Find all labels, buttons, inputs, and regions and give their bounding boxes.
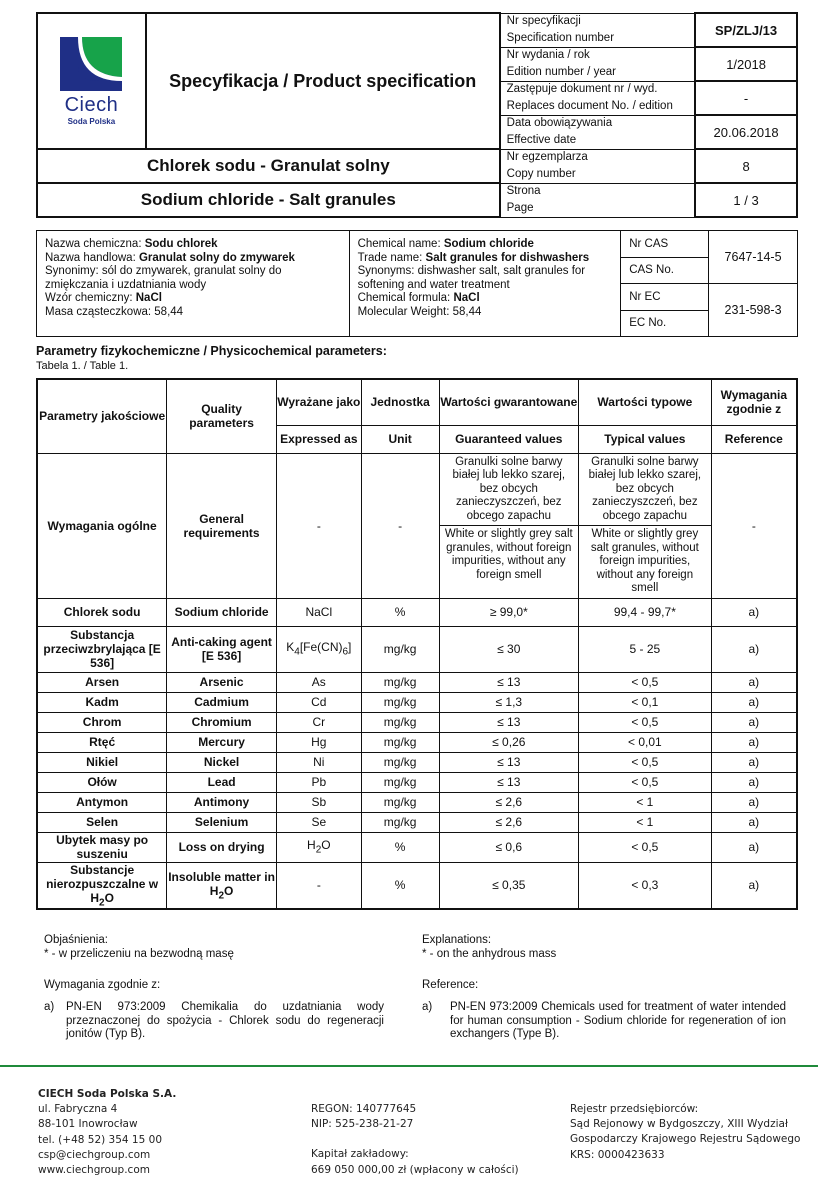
explanations-pl: * - w przeliczeniu na bezwodną masę	[44, 948, 234, 960]
replaces-value: -	[695, 81, 797, 115]
param-expressed-as: Cr	[276, 712, 361, 732]
spec-number-label-pl: Nr specyfikacji	[500, 13, 696, 30]
header-expressed-pl: Wyrażane jako	[276, 379, 361, 425]
param-unit: mg/kg	[361, 712, 439, 732]
explanations-en: * - on the anhydrous mass	[422, 948, 557, 960]
chem-name-label-pl: Nazwa chemiczna:	[45, 238, 145, 250]
param-guaranteed-value: ≤ 2,6	[439, 812, 579, 832]
formula-label-pl: Wzór chemiczny:	[45, 292, 136, 304]
ec-value: 231-598-3	[709, 284, 798, 337]
general-req-unit: -	[361, 453, 439, 598]
header-guaranteed-pl: Wartości gwarantowane	[439, 379, 579, 425]
param-name-pl: Chlorek sodu	[37, 598, 167, 626]
general-req-ref: -	[711, 453, 797, 598]
page-label-en: Page	[500, 200, 696, 217]
chem-info-en	[349, 231, 621, 337]
synonyms-en: Synonyms: dishwasher salt, salt granules for softening and water treatment	[357, 265, 586, 291]
table-row	[37, 672, 797, 692]
param-unit: mg/kg	[361, 812, 439, 832]
document-title: Specyfikacja / Product specification	[146, 13, 500, 149]
ec-label-pl: Nr EC	[621, 284, 709, 311]
param-guaranteed-value: ≤ 13	[439, 672, 579, 692]
param-unit: %	[361, 862, 439, 909]
effective-date-label-en: Effective date	[500, 132, 696, 149]
page-label-pl: Strona	[500, 183, 696, 200]
param-name-pl: Substancje nierozpuszczalne w $H_2O$	[37, 862, 167, 909]
general-desc-en-typical: White or slightly grey salt granules, without foreign impurities, without any foreign smell	[579, 526, 712, 599]
table-row	[37, 862, 797, 909]
param-typical-value: < 1	[579, 812, 712, 832]
reference-marker-pl: a)	[44, 1001, 55, 1013]
param-reference: a)	[711, 772, 797, 792]
param-name-en: Arsenic	[167, 672, 277, 692]
molecular-mass-pl: Masa cząsteczkowa: 58,44	[45, 305, 184, 318]
param-guaranteed-value: ≤ 13	[439, 772, 579, 792]
chem-name-pl: Sodu chlorek	[144, 238, 218, 250]
param-name-en: Nickel	[167, 752, 277, 772]
footer-capital: 669 050 000,00 zł (wpłacony w całości)	[311, 1163, 519, 1176]
param-typical-value: < 1	[579, 792, 712, 812]
param-expressed-as: $H_2O$	[276, 832, 361, 862]
param-typical-value: 99,4 - 99,7*	[579, 598, 712, 626]
param-reference: a)	[711, 732, 797, 752]
param-name-pl: Ołów	[37, 772, 167, 792]
footer-registry-block	[311, 1102, 519, 1178]
footer-register-label: Rejestr przedsiębiorców:	[570, 1103, 699, 1115]
param-unit: mg/kg	[361, 792, 439, 812]
chem-name-label-en: Chemical name:	[357, 238, 444, 250]
footer-capital-label: Kapitał zakładowy:	[311, 1148, 409, 1161]
param-guaranteed-value: ≥ 99,0*	[439, 598, 579, 626]
header-reference-en: Reference	[711, 425, 797, 453]
param-expressed-as: As	[276, 672, 361, 692]
param-unit: %	[361, 832, 439, 862]
replaces-label-pl: Zastępuje dokument nr / wyd.	[500, 81, 696, 98]
param-expressed-as: NaCl	[276, 598, 361, 626]
param-unit: %	[361, 598, 439, 626]
chem-name-en: Sodium chloride	[443, 238, 534, 250]
spec-number-value: SP/ZLJ/13	[695, 13, 797, 47]
spec-number-label-en: Specification number	[500, 30, 696, 47]
footer-company-block	[38, 1087, 176, 1178]
footer-phone: tel. (+48 52) 354 15 00	[38, 1133, 162, 1146]
reference-text-pl: PN-EN 973:2009 Chemikalia do uzdatniania wody przeznaczonej do spożycia - Chlorek sodu do regeneracji jonitów (Typ B).	[66, 1001, 384, 1040]
param-typical-value: < 0,1	[579, 692, 712, 712]
param-guaranteed-value: ≤ 0,35	[439, 862, 579, 909]
header-unit-en: Unit	[361, 425, 439, 453]
param-typical-value: < 0,01	[579, 732, 712, 752]
param-expressed-as: Se	[276, 812, 361, 832]
param-unit: mg/kg	[361, 672, 439, 692]
param-name-en: Chromium	[167, 712, 277, 732]
reference-text-en: PN-EN 973:2009 Chemicals used for treatment of water intended for human consumption - Sodium chloride for regeneration of ion exchangers (Type B).	[450, 1001, 786, 1040]
header-reference-pl: Wymagania zgodnie z	[711, 379, 797, 425]
param-expressed-as: Sb	[276, 792, 361, 812]
param-reference: a)	[711, 692, 797, 712]
footer-city: 88-101 Inowrocław	[38, 1118, 138, 1131]
param-reference: a)	[711, 626, 797, 672]
param-reference: a)	[711, 862, 797, 909]
copy-number-value: 8	[695, 149, 797, 183]
table-row	[37, 626, 797, 672]
param-reference: a)	[711, 752, 797, 772]
params-subtitle: Tabela 1. / Table 1.	[36, 360, 129, 372]
footer-divider	[0, 1065, 818, 1067]
param-expressed-as: Pb	[276, 772, 361, 792]
footer-email[interactable]: csp@ciechgroup.com	[38, 1148, 151, 1161]
page-value: 1 / 3	[695, 183, 797, 217]
footer-regon: REGON: 140777645	[311, 1103, 417, 1115]
param-name-en: Antimony	[167, 792, 277, 812]
param-reference: a)	[711, 712, 797, 732]
param-guaranteed-value: ≤ 0,6	[439, 832, 579, 862]
param-unit: mg/kg	[361, 692, 439, 712]
param-name-pl: Selen	[37, 812, 167, 832]
header-expressed-en: Expressed as	[276, 425, 361, 453]
param-guaranteed-value: ≤ 30	[439, 626, 579, 672]
param-expressed-as: $K_4[Fe(CN)_6]$	[276, 626, 361, 672]
table-row	[37, 772, 797, 792]
parameters-table	[36, 378, 798, 910]
general-req-pl: Wymagania ogólne	[37, 453, 167, 598]
param-name-en: Lead	[167, 772, 277, 792]
copy-number-label-pl: Nr egzemplarza	[500, 149, 696, 166]
edition-label-en: Edition number / year	[500, 64, 696, 81]
replaces-label-en: Replaces document No. / edition	[500, 98, 696, 115]
param-name-en: Loss on drying	[167, 832, 277, 862]
table-row	[37, 832, 797, 862]
param-name-en: Mercury	[167, 732, 277, 752]
trade-name-en: Salt granules for dishwashers	[425, 251, 590, 264]
param-name-en: Insoluble matter in $H_2O$	[167, 862, 277, 909]
param-reference: a)	[711, 672, 797, 692]
ciech-logo-icon	[60, 37, 122, 91]
footer-street: ul. Fabryczna 4	[38, 1103, 118, 1116]
param-reference: a)	[711, 832, 797, 862]
param-expressed-as: Hg	[276, 732, 361, 752]
reference-marker-en: a)	[422, 1001, 433, 1013]
param-name-pl: Antymon	[37, 792, 167, 812]
header-guaranteed-en: Guaranteed values	[439, 425, 579, 453]
param-name-pl: Arsen	[37, 672, 167, 692]
param-name-pl: Chrom	[37, 712, 167, 732]
table-row	[37, 692, 797, 712]
table-row	[37, 598, 797, 626]
trade-name-label-en: Trade name:	[357, 251, 426, 264]
general-req-en: General requirements	[167, 453, 277, 598]
trade-name-pl: Granulat solny do zmywarek	[138, 251, 295, 264]
param-unit: mg/kg	[361, 752, 439, 772]
param-unit: mg/kg	[361, 772, 439, 792]
reference-title-en: Reference:	[422, 979, 479, 991]
footer-register-line1: Sąd Rejonowy w Bydgoszczy, XIII Wydział	[570, 1118, 788, 1131]
param-guaranteed-value: ≤ 13	[439, 712, 579, 732]
general-req-expr: -	[276, 453, 361, 598]
param-name-pl: Rtęć	[37, 732, 167, 752]
cas-label-pl: Nr CAS	[621, 231, 709, 258]
logo-subtext: Soda Polska	[67, 116, 116, 126]
footer-court-block	[570, 1102, 800, 1163]
param-guaranteed-value: ≤ 0,26	[439, 732, 579, 752]
param-name-pl: Substancja przeciwzbrylająca [E 536]	[37, 626, 167, 672]
chem-info-pl	[37, 231, 350, 337]
explanations-title-en: Explanations:	[422, 934, 492, 946]
logo-cell	[37, 13, 146, 149]
table-row	[37, 812, 797, 832]
molecular-mass-en: Molecular Weight: 58,44	[357, 305, 482, 318]
table-row	[37, 712, 797, 732]
param-typical-value: < 0,3	[579, 862, 712, 909]
header-unit-pl: Jednostka	[361, 379, 439, 425]
footer-register-line2: Gospodarczy Krajowego Rejestru Sądowego	[570, 1133, 801, 1146]
edition-label-pl: Nr wydania / rok	[500, 47, 696, 64]
cas-label-en: CAS No.	[621, 257, 709, 284]
explanations-title-pl: Objaśnienia:	[44, 934, 108, 946]
ec-label-en: EC No.	[621, 310, 709, 337]
header-param-en: Quality parameters	[167, 379, 277, 453]
footer-website[interactable]: www.ciechgroup.com	[38, 1164, 150, 1177]
param-guaranteed-value: ≤ 1,3	[439, 692, 579, 712]
logo-text: Ciech	[64, 93, 119, 116]
formula-en: NaCl	[453, 292, 480, 304]
header-param-pl: Parametry jakościowe	[37, 379, 167, 453]
param-expressed-as: -	[276, 862, 361, 909]
param-unit: mg/kg	[361, 732, 439, 752]
product-name-en: Sodium chloride - Salt granules	[37, 183, 500, 217]
param-reference: a)	[711, 812, 797, 832]
param-name-pl: Kadm	[37, 692, 167, 712]
param-typical-value: < 0,5	[579, 712, 712, 732]
reference-title-pl: Wymagania zgodnie z:	[44, 979, 161, 991]
general-desc-pl-typical: Granulki solne barwy białej lub lekko szarej, bez obcych zanieczyszczeń, bez obcego zapachu	[579, 453, 712, 526]
footer-company: CIECH Soda Polska S.A.	[38, 1088, 177, 1100]
product-name-pl: Chlorek sodu - Granulat solny	[37, 149, 500, 183]
footer-krs: KRS: 0000423633	[570, 1148, 665, 1161]
effective-date-value: 20.06.2018	[695, 115, 797, 149]
param-expressed-as: Ni	[276, 752, 361, 772]
cas-value: 7647-14-5	[709, 231, 798, 284]
param-reference: a)	[711, 792, 797, 812]
param-unit: mg/kg	[361, 626, 439, 672]
param-typical-value: 5 - 25	[579, 626, 712, 672]
general-desc-pl: Granulki solne barwy białej lub lekko szarej, bez obcych zanieczyszczeń, bez obcego zapachu	[439, 453, 579, 526]
effective-date-label-pl: Data obowiązywania	[500, 115, 696, 132]
param-name-en: Selenium	[167, 812, 277, 832]
param-typical-value: < 0,5	[579, 772, 712, 792]
footer-nip: NIP: 525-238-21-27	[311, 1118, 414, 1131]
params-title: Parametry fizykochemiczne / Physicochemical parameters:	[36, 344, 387, 358]
chemical-info	[36, 230, 798, 337]
edition-value: 1/2018	[695, 47, 797, 81]
param-typical-value: < 0,5	[579, 752, 712, 772]
table-row	[37, 792, 797, 812]
table-row	[37, 752, 797, 772]
param-typical-value: < 0,5	[579, 672, 712, 692]
param-reference: a)	[711, 598, 797, 626]
formula-label-en: Chemical formula:	[357, 292, 454, 304]
table-row	[37, 732, 797, 752]
general-desc-en: White or slightly grey salt granules, without foreign impurities, without any foreign smell	[439, 526, 579, 599]
trade-name-label-pl: Nazwa handlowa:	[45, 251, 139, 264]
param-expressed-as: Cd	[276, 692, 361, 712]
spec-header	[36, 12, 798, 218]
formula-pl: NaCl	[135, 292, 162, 304]
synonyms-pl: Synonimy: sól do zmywarek, granulat solny do zmiękczania i uzdatniania wody	[45, 265, 282, 291]
param-typical-value: < 0,5	[579, 832, 712, 862]
param-name-pl: Nikiel	[37, 752, 167, 772]
param-guaranteed-value: ≤ 13	[439, 752, 579, 772]
param-name-en: Anti-caking agent [E 536]	[167, 626, 277, 672]
param-name-en: Cadmium	[167, 692, 277, 712]
param-name-pl: Ubytek masy po suszeniu	[37, 832, 167, 862]
copy-number-label-en: Copy number	[500, 166, 696, 183]
param-name-en: Sodium chloride	[167, 598, 277, 626]
header-typical-en: Typical values	[579, 425, 712, 453]
header-typical-pl: Wartości typowe	[579, 379, 712, 425]
param-guaranteed-value: ≤ 2,6	[439, 792, 579, 812]
